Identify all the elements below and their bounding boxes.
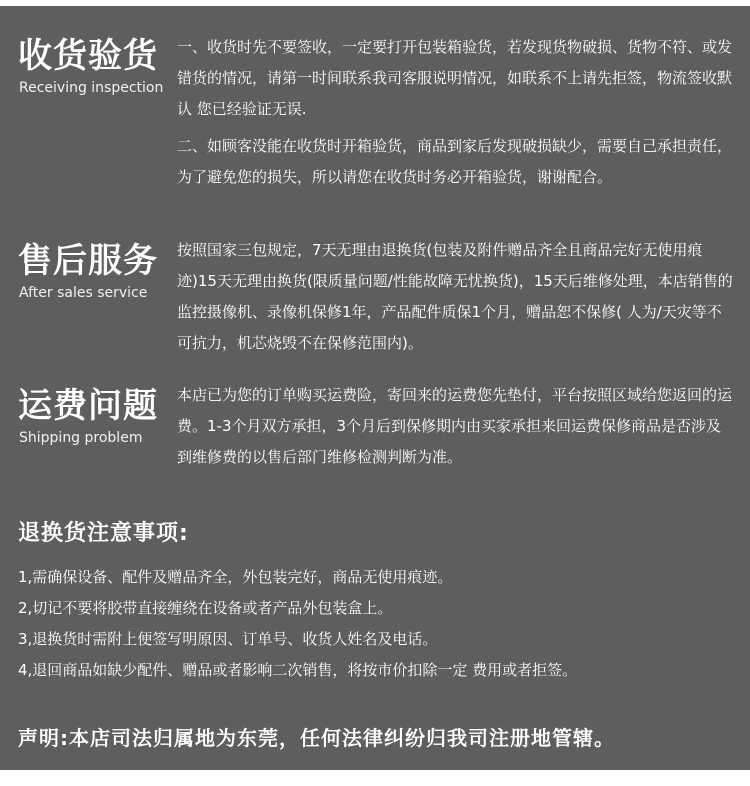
section-body: [177, 380, 735, 473]
notes-title: 退换货注意事项:: [18, 521, 189, 546]
section-paragraph: 二、如顾客没能在收货时开箱验货，商品到家后发现破损缺少，需要自己承担责任，为了避免您的损失，所以请您在收货时务必开箱验货，谢谢配合。: [177, 137, 733, 186]
section-subtitle: Receiving inspection: [19, 80, 164, 96]
section-title: 售后服务: [18, 241, 158, 281]
section-paragraph: 一、收货时先不要签收，一定要打开包装箱验货，若发现货物破损、货物不符、或发错货的情况，请第一时间联系我司客服说明情况，如联系不上请先拒签，物流签收默认 您已经验证无误.: [177, 38, 733, 118]
info-panel: [0, 6, 750, 770]
notes-list: [18, 562, 733, 686]
section-body: [177, 32, 735, 193]
list-item: 1,需确保设备、配件及赠品齐全，外包装完好，商品无使用痕迹。: [18, 568, 453, 586]
section-subtitle: Shipping problem: [19, 430, 143, 446]
section-paragraph: 按照国家三包规定，7天无理由退换货(包装及附件赠品齐全且商品完好无使用痕迹)15天无理由换货(限质量问题/性能故障无忧换货)，15天后维修处理，本店销售的监控摄像机、录像机保修1年，产品配件质保1个月，赠品恕不保修( 人为/天灾等不可抗力，机芯烧毁不在保修范围内)。: [177, 241, 733, 352]
jurisdiction-statement: 声明:本店司法归属地为东莞，任何法律纠纷归我司注册地管辖。: [18, 726, 615, 750]
section-title: 运费问题: [18, 386, 158, 426]
section-body: [177, 235, 735, 359]
section-paragraph: 本店已为您的订单购买运费险，寄回来的运费您先垫付，平台按照区域给您返回的运费。1-3个月双方承担，3个月后到保修期内由买家承担来回运费保修商品是否涉及到维修费的以售后部门维修检测判断为准。: [177, 386, 733, 466]
section-title: 收货验货: [18, 36, 158, 76]
list-item: 2,切记不要将胶带直接缠绕在设备或者产品外包装盒上。: [18, 599, 393, 617]
list-item: 4,退回商品如缺少配件、赠品或者影响二次销售，将按市价扣除一定 费用或者拒签。: [18, 661, 578, 679]
return-notes: [18, 514, 733, 686]
list-item: 3,退换货时需附上便签写明原因、订单号、收货人姓名及电话。: [18, 630, 438, 648]
section-subtitle: After sales service: [19, 285, 148, 301]
